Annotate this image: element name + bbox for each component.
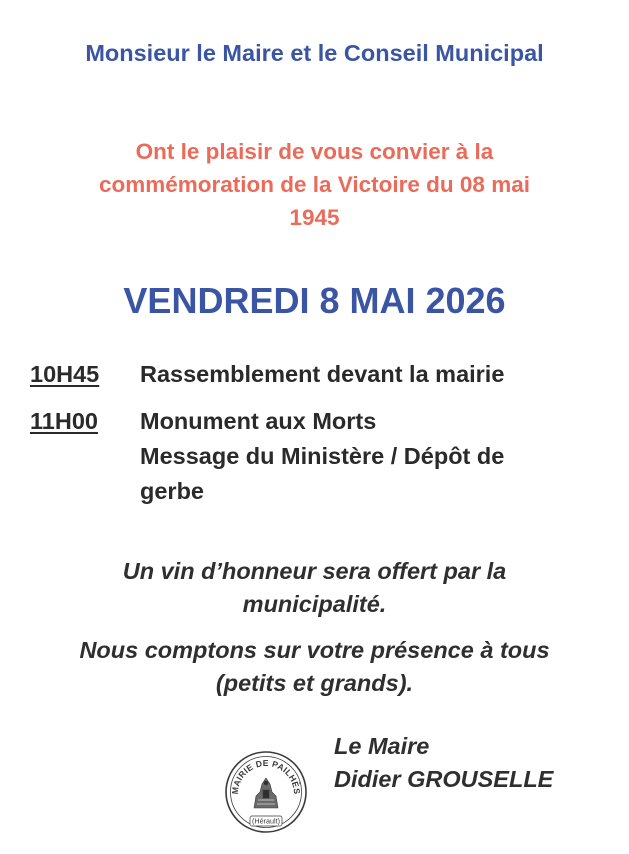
note-line: (petits et grands). [215, 670, 414, 696]
invitation-text [30, 135, 599, 234]
invitation-line: commémoration de la Victoire du 08 mai [99, 172, 530, 197]
schedule-item [30, 404, 600, 509]
signature-title: Le Maire [334, 733, 430, 759]
schedule-item [30, 357, 600, 392]
schedule-time: 11H00 [30, 408, 98, 434]
invitation-line: 1945 [289, 205, 340, 230]
schedule-line: Message du Ministère / Dépôt de [140, 443, 505, 469]
schedule-time: 10H45 [30, 361, 100, 387]
schedule-line: Rassemblement devant la mairie [140, 361, 505, 387]
invitation-line: Ont le plaisir de vous convier à la [135, 139, 494, 164]
seal-bottom-text: (Hérault) [252, 816, 280, 826]
signature-block [334, 730, 553, 796]
schedule-line: Monument aux Morts [140, 408, 377, 434]
schedule-description [140, 357, 504, 392]
note-line: Nous comptons sur votre présence à tous [79, 637, 550, 663]
event-date: VENDREDI 8 MAI 2026 [123, 280, 506, 321]
mairie-seal-stamp [224, 750, 308, 834]
schedule-description [140, 404, 504, 509]
note-line: Un vin d’honneur sera offert par la [122, 558, 507, 584]
note-line: municipalité. [242, 591, 387, 617]
signature-name: Didier GROUSELLE [334, 766, 554, 792]
seal-top-text: MAIRIE DE PAILHÈS [229, 757, 303, 795]
seal-emblem-icon [254, 778, 278, 808]
schedule-line: gerbe [140, 478, 204, 504]
reception-note [20, 555, 609, 621]
sender-heading: Monsieur le Maire et le Conseil Municipal [85, 40, 544, 66]
attendance-note [20, 634, 609, 700]
